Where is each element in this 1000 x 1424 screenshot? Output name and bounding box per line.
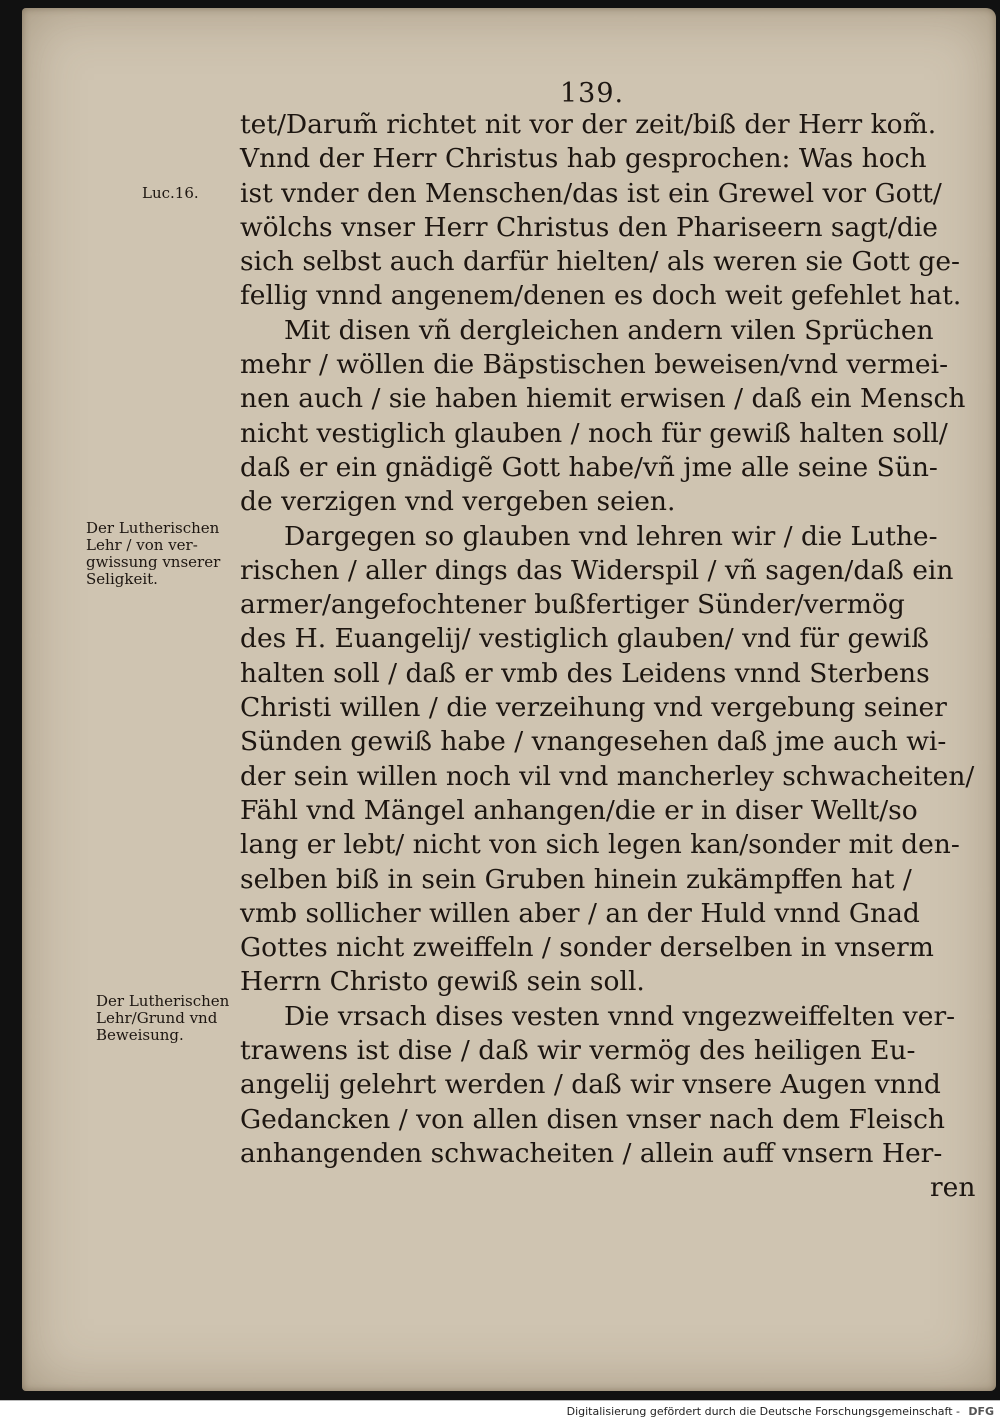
margin-note-line: Beweisung. [96,1026,184,1044]
margin-note-line: Lehr/Grund vnd [96,1009,218,1027]
text-line: Sünden gewiß habe / vnangesehen daß jme auch wi- [240,726,947,758]
page-number: 139. [560,78,625,109]
text-line: tet/Darum̃ richtet nit vor der zeit/biß der Herr kom̃. [240,109,937,140]
text-line: sich selbst auch darfür hielten/ als weren sie Gott ge- [240,246,960,278]
text-line: fellig vnnd angenem/denen es doch weit gefehlet hat. [240,280,962,312]
margin-note-line: gwissung vnserer [86,553,221,571]
text-line: halten soll / daß er vmb des Leidens vnnd Sterbens [240,657,930,689]
margin-note-assurance [86,520,220,588]
text-line: angelij gelehrt werden / daß wir vnsere Augen vnnd [240,1069,941,1101]
text-line: nicht vestiglich glauben / noch für gewiß halten soll/ [240,417,948,449]
text-line: lang er lebt/ nicht von sich legen kan/sonder mit den- [240,829,960,861]
margin-note-luc: Luc.16. [142,184,199,202]
text-line: des H. Euangelij/ vestiglich glauben/ vnd für gewiß [240,623,929,655]
text-line: Christi willen / die verzeihung vnd vergebung seiner [240,692,947,724]
dfg-logo: DFG [968,1405,994,1418]
text-line: de verzigen vnd vergeben seien. [240,486,676,518]
text-line: rischen / aller dings das Widerspil / vñ sagen/daß ein [240,554,954,586]
text-line: Vnnd der Herr Christus hab gesprochen: Was hoch [240,143,927,175]
text-line: Dargegen so glauben vnd lehren wir / die Luthe- [284,520,938,552]
text-line: Die vrsach dises vesten vnnd vngezweiffelten ver- [284,1000,956,1032]
text-line: daß er ein gnädigẽ Gott habe/vñ jme alle seine Sün- [240,451,938,483]
funding-credit: Digitalisierung gefördert durch die Deutsche Forschungsgemeinschaft - [566,1405,960,1418]
footer-bar [0,1400,1000,1424]
text-line: Herrn Christo gewiß sein soll. [240,966,645,998]
text-line: ist vnder den Menschen/das ist ein Grewel vor Gott/ [240,177,942,209]
text-line: wölchs vnser Herr Christus den Phariseern sagt/die [240,211,938,243]
text-line: selben biß in sein Gruben hinein zukämpffen hat / [240,863,912,895]
text-line: vmb sollicher willen aber / an der Huld vnnd Gnad [240,897,920,929]
text-line: Gedancken / von allen disen vnser nach dem Fleisch [240,1103,945,1135]
text-line: Mit disen vñ dergleichen andern vilen Sprüchen [284,314,934,346]
text-line: Fähl vnd Mängel anhangen/die er in diser Wellt/so [240,794,918,826]
margin-note-line: Seligkeit. [86,570,158,588]
text-line: nen auch / sie haben hiemit erwisen / daß ein Mensch [240,383,966,415]
text-line: trawens ist dise / daß wir vermög des heiligen Eu- [240,1035,916,1067]
text-line: Gottes nicht zweiffeln / sonder derselben in vnserm [240,932,934,964]
text-line: ren [930,1172,976,1204]
text-line: armer/angefochtener bußfertiger Sünder/vermög [240,589,905,621]
main-text-block [240,108,975,1206]
margin-note-line: Der Lutherischen [96,992,230,1010]
margin-note-line: Der Lutherischen [86,519,220,537]
text-line: der sein willen noch vil vnd mancherley schwacheiten/ [240,760,975,792]
text-line: mehr / wöllen die Bäpstischen beweisen/vnd vermei- [240,349,949,381]
text-line: anhangenden schwacheiten / allein auff vnsern Her- [240,1137,943,1169]
margin-note-line: Lehr / von ver- [86,536,198,554]
margin-note-grounds [96,993,229,1044]
